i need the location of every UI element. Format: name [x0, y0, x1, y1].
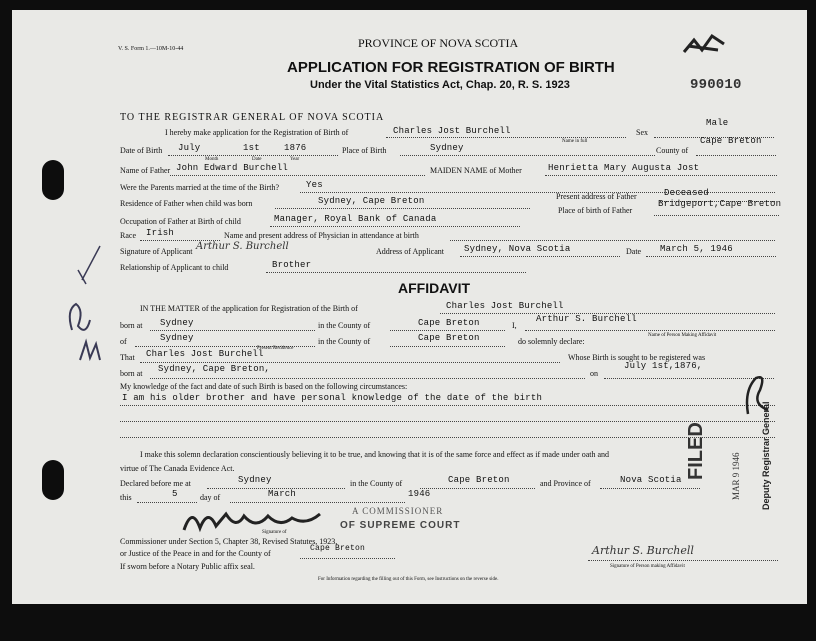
label-sig-person: Signature of Person making Affidavit	[610, 564, 685, 569]
label-in-county-2: in the County of	[318, 337, 371, 346]
punch-hole	[42, 160, 64, 200]
father-occupation: Manager, Royal Bank of Canada	[274, 214, 437, 224]
dotted-line	[600, 488, 700, 489]
label-present-residence: Present Residence	[257, 346, 294, 351]
dotted-line	[525, 330, 775, 331]
label-in-county-3: in the County of	[350, 479, 403, 488]
father-present-address: Deceased	[664, 188, 709, 198]
label-whose-birth: Whose Birth is sought to be registered was	[568, 353, 706, 362]
dotted-line	[150, 378, 585, 379]
dotted-line	[275, 208, 530, 209]
place-of-birth: Sydney	[430, 143, 464, 153]
serial-number: 990010	[690, 77, 742, 93]
label-maiden-name: MAIDEN NAME of Mother	[430, 166, 522, 175]
relationship: Brother	[272, 260, 312, 270]
dotted-line	[168, 155, 338, 156]
label-in-county: in the County of	[318, 321, 371, 330]
label-i: I,	[512, 321, 517, 330]
dotted-line	[420, 488, 535, 489]
aff-of: Sydney	[160, 333, 194, 343]
page-title: APPLICATION FOR REGISTRATION OF BIRTH	[287, 59, 615, 76]
declared-at: Sydney	[238, 475, 272, 485]
province-heading: PROVINCE OF NOVA SCOTIA	[358, 36, 519, 50]
dotted-line	[545, 175, 777, 176]
dotted-line	[588, 560, 778, 561]
dotted-line	[140, 362, 560, 363]
label-person-affidavit: Name of Person Making Affidavit	[648, 333, 717, 338]
label-present-address-father: Present address of Father	[556, 192, 637, 201]
punch-hole	[42, 460, 64, 500]
application-date: March 5, 1946	[660, 244, 733, 254]
aff-born-at-2: Sydney, Cape Breton,	[158, 364, 271, 374]
aff-on: July 1st,1876,	[624, 361, 703, 371]
label-sex: Sex	[636, 128, 648, 137]
affiant-name: Arthur S. Burchell	[536, 314, 637, 324]
registrar-line: TO THE REGISTRAR GENERAL OF NOVA SCOTIA	[120, 112, 385, 123]
label-knowledge: My knowledge of the fact and date of such Birth is based on the following circumstances:	[120, 382, 408, 391]
dotted-line	[460, 256, 620, 257]
label-place-birth-father: Place of birth of Father	[558, 206, 633, 215]
declared-year: 1946	[408, 489, 431, 499]
race: Irish	[146, 228, 175, 238]
label-justice: or Justice of the Peace in and for the County of	[120, 549, 271, 558]
aff-circumstances: I am his older brother and have personal knowledge of the date of the birth	[122, 393, 543, 403]
label-name-of-father: Name of Father	[120, 166, 171, 175]
label-that: That	[120, 353, 135, 362]
birth-year: 1876	[284, 143, 307, 153]
dotted-line	[450, 240, 775, 241]
footer-note: For Information regarding the filling out of this Form, see Instructions on the reverse side.	[318, 577, 499, 582]
dotted-line	[120, 405, 775, 406]
birth-day: 1st	[243, 143, 260, 153]
label-date: Date	[252, 157, 262, 162]
applicant-signature: Arthur S. Burchell	[196, 241, 289, 252]
label-on: on	[590, 369, 598, 378]
registrar-signature-icon	[738, 370, 778, 420]
dotted-line	[300, 558, 395, 559]
father-residence: Sydney, Cape Breton	[318, 196, 425, 206]
label-occupation-father: Occupation of Father at Birth of child	[120, 217, 241, 226]
supreme-court-stamp: OF SUPREME COURT	[340, 520, 461, 531]
label-born-at: born at	[120, 321, 143, 330]
filed-stamp: FILED	[685, 422, 707, 480]
applicant-address: Sydney, Nova Scotia	[464, 244, 571, 254]
filed-date: MAR 9 1946	[731, 452, 741, 500]
father-name: John Edward Burchell	[176, 163, 289, 173]
label-parents-married: Were the Parents married at the time of the Birth?	[120, 183, 280, 192]
aff-county: Cape Breton	[418, 318, 480, 328]
label-name-in-full: Name in full	[562, 139, 588, 144]
declaration-line-2: virtue of The Canada Evidence Act.	[120, 464, 235, 473]
label-year: Year	[290, 157, 300, 162]
declared-month: March	[268, 489, 297, 499]
aff-that: Charles Jost Burchell	[146, 349, 264, 359]
notary-note: If sworn before a Notary Public affix seal.	[120, 562, 255, 571]
commissioner-signature-icon	[180, 500, 330, 540]
aff-child-name: Charles Jost Burchell	[446, 301, 564, 311]
label-day-of: day of	[200, 493, 221, 502]
dotted-line	[266, 272, 526, 273]
county-of-birth: Cape Breton	[700, 136, 762, 146]
margin-handwriting-icon	[60, 240, 120, 380]
dotted-line	[390, 330, 505, 331]
label-born-at-2: born at	[120, 369, 143, 378]
label-this: this	[120, 493, 132, 502]
dotted-line	[696, 155, 776, 156]
label-signature-of: Signature of	[262, 530, 287, 535]
label-date-of-birth: Date of Birth	[120, 146, 163, 155]
label-hereby: I hereby make application for the Registration of Birth of	[165, 128, 349, 137]
form-number: V. S. Form 1.—10M-10-44	[118, 46, 184, 52]
label-province-of: and Province of	[540, 479, 591, 488]
dotted-line	[120, 421, 775, 422]
dotted-line	[150, 330, 315, 331]
deputy-registrar-stamp: Deputy Registrar General	[761, 401, 771, 510]
label-in-matter: IN THE MATTER of the application for Registration of the Birth of	[140, 304, 358, 313]
label-solemnly: do solemnly declare:	[518, 337, 585, 346]
declared-province: Nova Scotia	[620, 475, 682, 485]
commissioner-line: Commissioner under Section 5, Chapter 38, Revised Statutes, 1923,	[120, 537, 338, 546]
label-of: of	[120, 337, 127, 346]
dotted-line	[270, 226, 520, 227]
mother-maiden-name: Henrietta Mary Augusta Jost	[548, 163, 700, 173]
affidavit-heading: AFFIDAVIT	[398, 280, 471, 296]
justice-county: Cape Breton	[310, 544, 366, 553]
label-place-of-birth: Place of Birth	[342, 146, 387, 155]
affiant-signature: Arthur S. Burchell	[592, 544, 694, 557]
label-declared-before: Declared before me at	[120, 479, 191, 488]
dotted-line	[386, 137, 626, 138]
child-name: Charles Jost Burchell	[393, 126, 511, 136]
commissioner-stamp: A COMMISSIONER	[352, 506, 444, 516]
scribble-mark-icon	[680, 30, 730, 60]
label-county-of: County of	[656, 146, 689, 155]
declaration-line-1: I make this solemn declaration conscientiously believing it to be true, and knowing that it is of the same force and effect as if made under oath and	[140, 450, 610, 459]
label-race: Race	[120, 231, 136, 240]
label-signature-applicant: Signature of Applicant	[120, 247, 193, 256]
label-residence-father: Residence of Father when child was born	[120, 199, 253, 208]
page-subtitle: Under the Vital Statistics Act, Chap. 20, R. S. 1923	[310, 79, 570, 91]
label-date: Date	[626, 247, 642, 256]
dotted-line	[646, 256, 776, 257]
dotted-line	[400, 155, 655, 156]
declared-county: Cape Breton	[448, 475, 510, 485]
birth-month: July	[178, 143, 201, 153]
child-sex: Male	[706, 118, 729, 128]
dotted-line	[170, 175, 425, 176]
dotted-line	[390, 346, 505, 347]
dotted-line	[654, 215, 779, 216]
label-relationship: Relationship of Applicant to child	[120, 263, 229, 272]
label-address-applicant: Address of Applicant	[376, 247, 444, 256]
aff-born-at: Sydney	[160, 318, 194, 328]
parents-married: Yes	[306, 180, 323, 190]
declared-day: 5	[172, 489, 178, 499]
dotted-line	[120, 437, 775, 438]
aff-county-2: Cape Breton	[418, 333, 480, 343]
label-month: Month	[205, 157, 219, 162]
label-physician: Name and present address of Physician in attendance at birth	[224, 231, 419, 240]
father-birthplace: Bridgeport,Cape Breton	[658, 199, 782, 209]
